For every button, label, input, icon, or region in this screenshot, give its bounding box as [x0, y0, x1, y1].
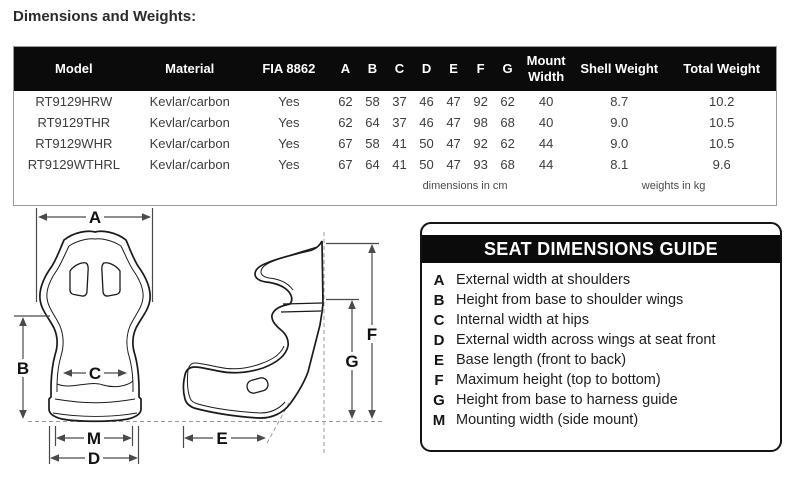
table-cell: 62	[338, 94, 353, 109]
table-row	[14, 133, 777, 154]
table-cell: 41	[392, 157, 407, 172]
table-cell: 46	[419, 94, 434, 109]
dim-label-m: M	[86, 429, 102, 448]
table-cell: 68	[500, 115, 515, 130]
guide-item-key: M	[432, 411, 446, 429]
table-cell: RT9129THR	[37, 115, 111, 130]
table-cell: 58	[365, 136, 380, 151]
guide-item	[422, 370, 780, 390]
guide-item	[422, 330, 780, 350]
table-cell: RT9129WTHRL	[27, 157, 120, 172]
table-cell: 40	[538, 94, 554, 109]
table-cell: Kevlar/carbon	[149, 115, 230, 130]
column-header: FIA 8862	[246, 47, 332, 92]
seat-diagram	[0, 200, 420, 485]
table-cell: 92	[473, 94, 488, 109]
dim-label-a: A	[88, 208, 102, 227]
column-header: D	[413, 47, 440, 92]
base-rim-line	[53, 413, 137, 416]
column-header: Model	[14, 47, 134, 92]
guide-title: SEAT DIMENSIONS GUIDE	[422, 235, 780, 263]
table-cell: Yes	[278, 115, 300, 130]
seat-dimensions-guide-box	[420, 222, 782, 452]
guide-item	[422, 410, 780, 430]
table-cell: 62	[500, 136, 515, 151]
dim-label-f: F	[366, 325, 378, 344]
guide-item-label: External width at shoulders	[456, 272, 631, 288]
table-cell: 47	[446, 94, 461, 109]
guide-item-label: Mounting width (side mount)	[456, 412, 639, 428]
table-cell: Kevlar/carbon	[149, 94, 230, 109]
side-seat-drawing	[184, 241, 324, 418]
footnote-dimensions: dimensions in cm	[422, 180, 508, 192]
table-row	[14, 112, 777, 133]
table-cell: 47	[446, 115, 461, 130]
guide-item-key: F	[434, 371, 444, 389]
guide-item-label: Height from base to harness guide	[456, 392, 678, 408]
table-cell: Yes	[278, 136, 300, 151]
front-seat-outline	[40, 231, 150, 421]
table-cell: 62	[338, 115, 353, 130]
table-cell: 41	[392, 136, 407, 151]
table-cell: 92	[473, 136, 488, 151]
column-header: Material	[134, 47, 246, 92]
table-cell: 8.7	[610, 94, 629, 109]
guide-item	[422, 310, 780, 330]
dim-label-e: E	[216, 429, 228, 448]
guide-item-label: Internal width at hips	[456, 312, 589, 328]
table-cell: 67	[338, 157, 353, 172]
guide-item	[422, 390, 780, 410]
harness-band-bottom	[281, 311, 321, 312]
column-header: A	[332, 47, 359, 92]
dimensions-weights-table	[13, 46, 777, 206]
table-cell: 67	[338, 136, 353, 151]
table-cell: RT9129WHR	[35, 136, 113, 151]
front-seat-drawing	[40, 231, 150, 421]
column-header: F	[467, 47, 494, 92]
column-header: C	[386, 47, 413, 92]
table-cell: 37	[392, 94, 407, 109]
table-cell: 47	[446, 157, 461, 172]
table-cell: 10.5	[709, 115, 735, 130]
table-cell: RT9129HRW	[35, 94, 113, 109]
guide-item	[422, 350, 780, 370]
cushion-seam-line	[55, 399, 135, 403]
table-cell: 93	[473, 157, 488, 172]
table-cell: 44	[538, 136, 554, 151]
belt-hole-right	[102, 263, 120, 296]
side-seat-wing-inner	[261, 247, 317, 290]
footnote-weights: weights in kg	[641, 180, 706, 192]
guide-item-label: Base length (front to back)	[456, 352, 627, 368]
side-seat-outline	[184, 241, 324, 418]
column-header: Shell Weight	[571, 47, 667, 92]
guide-list	[422, 270, 780, 430]
belt-hole-left	[70, 263, 88, 296]
table-header-row	[14, 47, 777, 92]
table-cell: 10.5	[709, 136, 735, 151]
table-cell: 8.1	[610, 157, 629, 172]
table-body	[14, 91, 777, 175]
guide-item-key: E	[433, 351, 444, 369]
table-cell: Yes	[278, 157, 300, 172]
table-cell: Kevlar/carbon	[149, 136, 230, 151]
table-cell: 58	[365, 94, 380, 109]
guide-item-key: G	[433, 391, 445, 409]
page-title: Dimensions and Weights:	[13, 8, 197, 25]
table-cell: 47	[446, 136, 461, 151]
guide-item-label: Height from base to shoulder wings	[456, 292, 684, 308]
table-cell: 64	[365, 157, 380, 172]
table-cell: 9.0	[610, 115, 629, 130]
column-header: Mount Width	[521, 47, 571, 92]
table-cell: 46	[419, 115, 434, 130]
table-cell: 9.0	[610, 136, 629, 151]
table-cell: 50	[419, 157, 434, 172]
guide-item-key: D	[433, 331, 445, 349]
table-cell: 50	[419, 136, 434, 151]
side-mount-hole	[246, 377, 270, 395]
table-cell: 64	[365, 115, 380, 130]
dim-label-d: D	[87, 449, 101, 468]
table-cell: 40	[538, 115, 554, 130]
table-cell: 10.2	[709, 94, 735, 109]
dim-label-c: C	[88, 364, 102, 383]
table-cell: 9.6	[712, 157, 731, 172]
table-cell: 37	[392, 115, 407, 130]
table-cell: 68	[500, 157, 515, 172]
column-header: G	[494, 47, 521, 92]
table-cell: 62	[500, 94, 515, 109]
dim-label-b: B	[16, 359, 30, 378]
guide-item	[422, 270, 780, 290]
column-header: E	[440, 47, 467, 92]
guide-item-key: B	[433, 291, 445, 309]
front-seat-inner-contour	[69, 239, 143, 392]
guide-item	[422, 290, 780, 310]
column-header: Total Weight	[667, 47, 776, 92]
harness-band-top	[283, 303, 322, 304]
table-cell: 44	[538, 157, 554, 172]
table-row	[14, 91, 777, 112]
guide-item-label: External width across wings at seat front	[456, 332, 716, 348]
dim-label-g: G	[345, 352, 359, 371]
table-cell: Kevlar/carbon	[149, 157, 230, 172]
column-header: B	[359, 47, 386, 92]
table-row	[14, 154, 777, 175]
guide-item-key: C	[433, 311, 445, 329]
table-cell: 98	[473, 115, 488, 130]
guide-item-key: A	[433, 271, 445, 289]
side-seat-base-inner	[187, 346, 285, 413]
table-cell: Yes	[278, 94, 300, 109]
guide-item-label: Maximum height (top to bottom)	[456, 372, 661, 388]
